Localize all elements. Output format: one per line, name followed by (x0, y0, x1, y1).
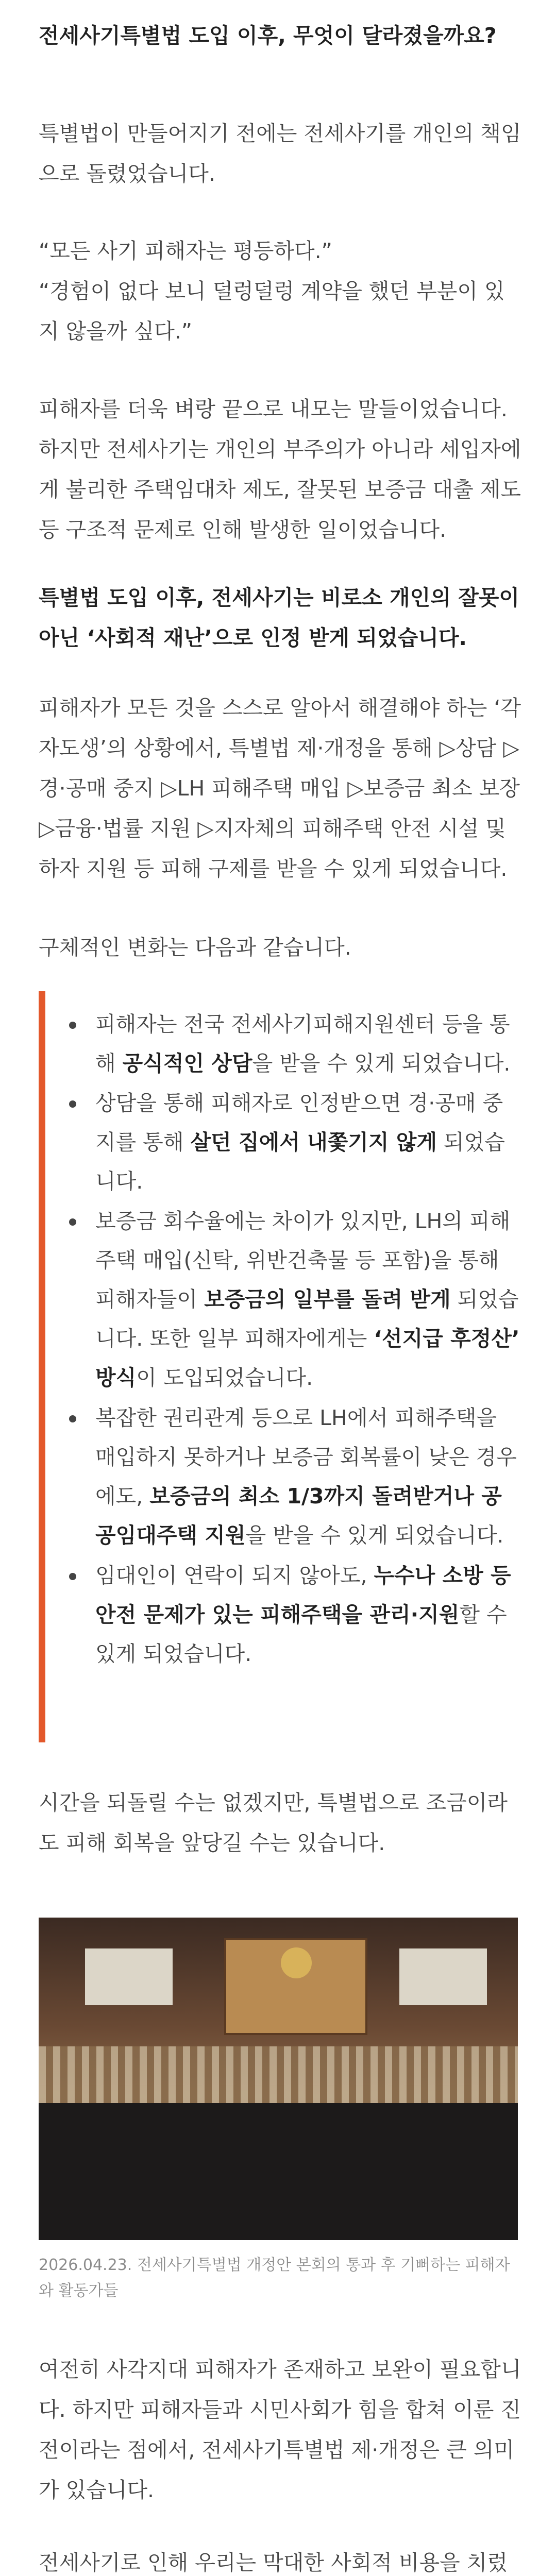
change-item-lh-purchase: 보증금 회수율에는 차이가 있지만, LH의 피해주택 매입(신탁, 위반건축물 등 포함)을 통해 피해자들이 보증금의 일부를 돌려 받게 되었습니다. 또한 일부 피해자에게는 ‘선지급 후정산’ 방식이 도입되었습니다. (72, 1201, 520, 1397)
section-title: 전세사기특별법 도입 이후, 무엇이 달라졌을까요? (39, 23, 497, 48)
celebrating-crowd (39, 2103, 518, 2240)
assembly-screen-left (85, 1948, 173, 2005)
photo-caption: 2026.04.23. 전세사기특별법 개정안 본회의 통과 후 기뻐하는 피해자와 활동가들 (39, 2256, 510, 2300)
changes-callout (39, 991, 530, 1742)
assembly-screen-right (399, 1948, 487, 2005)
quote-equal: “모든 사기 피해자는 평등하다.” (39, 239, 332, 263)
support-paragraph: 피해자가 모든 것을 스스로 알아서 해결해야 하는 ‘각자도생’의 상황에서, 특별법 제·개정을 통해 ▷상담 ▷경·공매 중지 ▷LH 피해주택 매입 ▷보증금 최소 보장 ▷금융·법률 지원 ▷지자체의 피해주택 안전 시설 및 하자 지원 등 피해 구제를 받을 수 있게 되었습니다. (39, 696, 521, 881)
national-emblem (281, 1947, 312, 1978)
change-item-auction-stop: 상담을 통해 피해자로 인정받으면 경·공매 중지를 통해 살던 집에서 내쫓기지 않게 되었습니다. (72, 1083, 520, 1201)
quote-inexperience: “경험이 없다 보니 덜렁덜렁 계약을 했던 부분이 있지 않을까 싶다.” (39, 279, 505, 344)
changes-intro: 구체적인 변화는 다음과 같습니다. (39, 935, 351, 960)
change-item-minimum-refund: 복잡한 권리관계 등으로 LH에서 피해주택을 매입하지 못하거나 보증금 회복률이 낮은 경우에도, 보증금의 최소 1/3까지 돌려받거나 공공임대주택 지원을 받을 수 있게 되었습니다. (72, 1398, 520, 1555)
blindspot-paragraph: 여전히 사각지대 피해자가 존재하고 보완이 필요합니다. 하지만 피해자들과 시민사회가 힘을 합쳐 이룬 진전이라는 점에서, 전세사기특별법 제·개정은 큰 의미가 있습니다. (39, 2357, 521, 2502)
closing-paragraph: 전세사기로 인해 우리는 막대한 사회적 비용을 치렀 (39, 2550, 508, 2575)
bullet-dot (69, 1022, 76, 1029)
bullet-dot (69, 1218, 76, 1226)
bullet-dot (69, 1573, 76, 1580)
change-item-counseling: 피해자는 전국 전세사기피해지원센터 등을 통해 공식적인 상담을 받을 수 있게 되었습니다. (72, 1005, 520, 1083)
assembly-photo (39, 1918, 518, 2240)
change-item-safety: 임대인이 연락이 되지 않아도, 누수나 소방 등 안전 문제가 있는 피해주택을 관리·지원할 수 있게 되었습니다. (72, 1556, 520, 1673)
recovery-paragraph: 시간을 되돌릴 수는 없겠지만, 특별법으로 조금이라도 피해 회복을 앞당길 수는 있습니다. (39, 1790, 508, 1855)
assembly-seats (39, 2046, 518, 2108)
victims-paragraph: 피해자를 더욱 벼랑 끝으로 내모는 말들이었습니다. 하지만 전세사기는 개인의 부주의가 아니라 세입자에게 불리한 주택임대차 제도, 잘못된 보증금 대출 제도 등 구조적 문제로 인해 발생한 일이었습니다. (39, 397, 521, 542)
bullet-dot (69, 1100, 76, 1108)
bullet-dot (69, 1415, 76, 1422)
intro-paragraph: 특별법이 만들어지기 전에는 전세사기를 개인의 책임으로 돌렸었습니다. (39, 121, 521, 186)
recognized-paragraph: 특별법 도입 이후, 전세사기는 비로소 개인의 잘못이 아닌 ‘사회적 재난’으로 인정 받게 되었습니다. (39, 585, 519, 650)
